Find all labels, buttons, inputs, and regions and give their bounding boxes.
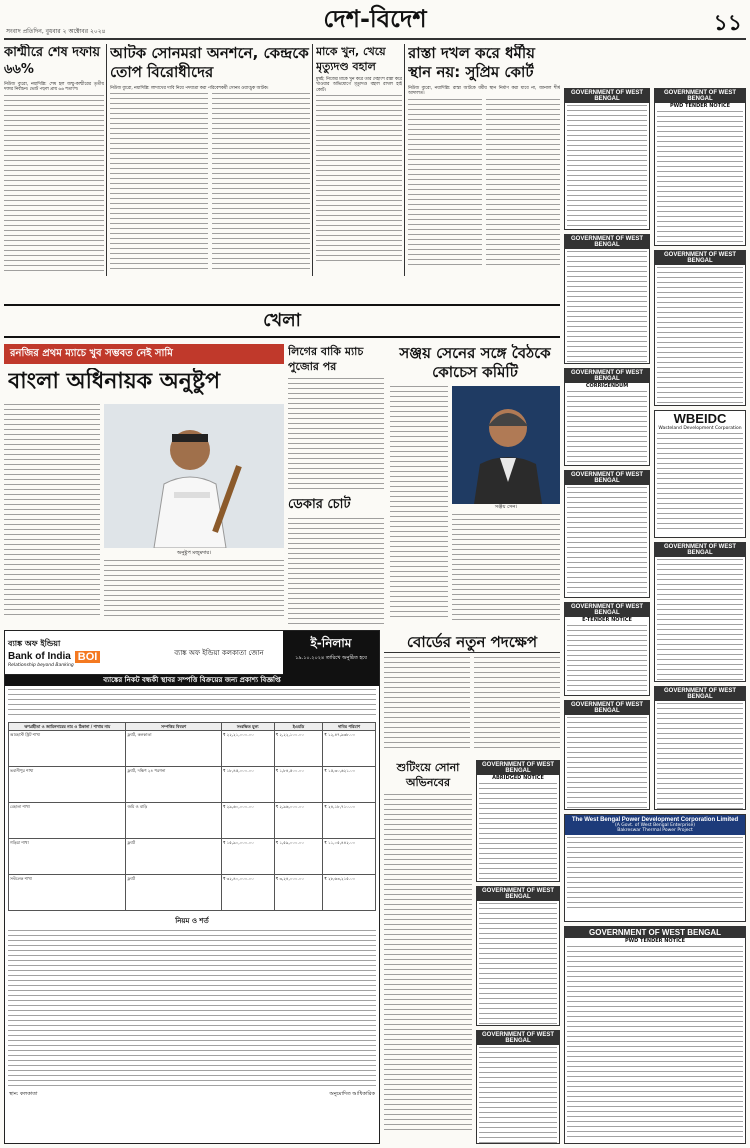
ad-text — [567, 105, 647, 229]
tender-ad-wbeidc — [654, 410, 746, 538]
boi-col-header: সম্পত্তির বিবরণ — [126, 723, 221, 731]
cell: ফ্ল্যাট, কলকাতা — [126, 731, 221, 767]
ad-gov-header: GOVERNMENT OF WEST BENGAL — [477, 887, 559, 901]
anustup-caption: অনুষ্টুপ মজুমদার। — [177, 550, 211, 556]
ad-gov-header: GOVERNMENT OF WEST BENGAL — [565, 471, 649, 485]
ad-gov-header: GOVERNMENT OF WEST BENGAL — [655, 89, 745, 103]
boi-terms-text — [8, 930, 376, 1088]
ad-gov-header: GOVERNMENT OF WEST BENGAL — [565, 369, 649, 383]
story-kashmir-lead: নিউজ ব্যুরো, নয়াদিল্লি: শেষ হল জম্মু-কাশ্মীরের তৃতীয় দফার নির্বাচন। ভোট পড়ল প্রায় ৬৬ শতাংশ। — [4, 82, 104, 93]
ad-etender: E-TENDER NOTICE — [582, 617, 632, 623]
boi-notice — [4, 630, 380, 1144]
cell: গড়িয়া শাখা — [9, 839, 126, 875]
ad-text — [567, 946, 743, 1140]
ad-notice-label: ABRIDGED NOTICE — [492, 775, 544, 781]
cell: ₹ ২২,২১,০০০.০০ — [221, 731, 274, 767]
decker-text — [288, 518, 384, 628]
story-mother — [316, 44, 402, 276]
bengal-story-cols — [4, 404, 284, 624]
cell: ₹ ১২,৪৭,৯৩৮.০০ — [323, 731, 376, 767]
col-rule — [312, 44, 313, 276]
ad-text — [657, 267, 743, 405]
ad-text — [567, 837, 743, 911]
cell: ₹ ৩,২৪,০০০.০০ — [274, 875, 323, 911]
boi-col-header: ইএমডি — [274, 723, 323, 731]
anustup-photo — [104, 404, 284, 548]
cell: ₹ ২৯,৬০,০০০.০০ — [221, 803, 274, 839]
cell: আমহার্স্ট স্ট্রিট শাখা — [9, 731, 126, 767]
board-text — [474, 657, 560, 751]
boi-col-header: ঋণগ্রহীতা ও জামিনদারের নাম ও ঠিকানা / শাখার নাম — [9, 723, 126, 731]
cell: ₹ ১৮,৪৫,০০০.০০ — [221, 767, 274, 803]
story-supreme-text — [486, 99, 560, 269]
league-text — [288, 378, 384, 490]
ad-text — [657, 433, 743, 529]
decker-headline: ডেকার চোট — [288, 497, 351, 512]
story-sonam-text — [110, 93, 208, 273]
story-gold — [384, 760, 472, 1144]
story-kashmir-text — [4, 95, 104, 274]
boi-notice-title: ব্যাঙ্কের নিকট বন্ধকী স্থাবর সম্পত্তি বিক্রয়ের জন্য প্রকাশ্য বিজ্ঞপ্তি — [5, 675, 379, 686]
tender-ad-b3 — [654, 542, 746, 682]
cell: ₹ ১৫,৩০,৬২১.০০ — [323, 767, 376, 803]
tender-ad-b1 — [654, 88, 746, 246]
page-number: ১১ — [713, 11, 742, 36]
masthead — [0, 0, 750, 38]
story-mother-headline: মাকে খুন, খেয়ে মৃত্যুদণ্ড বহাল — [316, 45, 386, 73]
board-text — [384, 657, 470, 751]
col-rule — [106, 44, 107, 276]
wbpdcl-sub: (A Govt. of West Bengal Enterprise) — [615, 823, 695, 828]
col-rule — [404, 44, 405, 276]
cell: ₹ ২৮,৬৩,২১৫.০০ — [323, 875, 376, 911]
ad-gov-header: GOVERNMENT OF WEST BENGAL — [565, 235, 649, 249]
table-row — [9, 839, 376, 875]
sanjoy-headline: সঞ্জয় সেনের সঙ্গে বৈঠকে কোচেস কমিটি — [399, 344, 551, 381]
league-headline: লিগের বাকি ম্যাচ পুজোর পর — [288, 345, 364, 373]
table-row — [9, 875, 376, 911]
gold-text — [384, 794, 472, 1134]
tender-ad-a4 — [564, 470, 650, 598]
page-title: দেশ-বিদেশ — [323, 5, 427, 33]
wbpdcl-ad — [564, 814, 746, 922]
bengal-story-text — [104, 560, 284, 618]
ad-text — [657, 111, 743, 245]
cell: ₹ ২,৯৬,০০০.০০ — [274, 803, 323, 839]
boi-office: ব্যাঙ্ক অফ ইন্ডিয়া কলকাতা জোন — [174, 648, 264, 657]
sanjoy-photo — [452, 386, 560, 504]
tender-ad-bottom — [564, 926, 746, 1144]
ad-gov-header: GOVERNMENT OF WEST BENGAL — [655, 687, 745, 701]
cell: বেহালা শাখা — [9, 803, 126, 839]
wbpdcl-name: The West Bengal Power Development Corporation Limited — [571, 817, 739, 823]
cell: ভবানীপুর শাখা — [9, 767, 126, 803]
bengal-captain-headline: বাংলা অধিনায়ক অনুষ্টুপ — [8, 369, 221, 394]
boi-terms-title: নিয়ম ও শর্ত — [175, 917, 209, 925]
cell: ₹ ১১,০৫,৪৪২.০০ — [323, 839, 376, 875]
cell: ₹ ১,৫৯,০০০.০০ — [274, 839, 323, 875]
wbpdcl-project: Bakreswar Thermal Power Project — [617, 828, 693, 833]
story-league — [288, 344, 384, 628]
story-board — [384, 632, 560, 756]
story-kashmir-headline: কাশ্মীরে শেষ দফায় ৬৬% — [4, 45, 101, 77]
cell: ₹ ১,৮৪,৫০০.০০ — [274, 767, 323, 803]
tender-ad-mid-2 — [476, 886, 560, 1026]
story-supreme-text — [408, 99, 482, 269]
ad-text — [479, 903, 557, 1025]
cricketer-photo-illustration — [104, 404, 284, 548]
cell: জমি ও বাড়ি — [126, 803, 221, 839]
gold-headline: শুটিংয়ে সোনা অভিনবের — [396, 761, 460, 789]
bengal-story-text — [4, 404, 100, 616]
story-supreme-headline: রাস্তা দখল করে ধর্মীয় স্থান নয়: সুপ্রিম কোর্ট — [408, 44, 535, 81]
boi-name-bn: ব্যাঙ্ক অফ ইন্ডিয়া — [8, 638, 61, 648]
ad-gov-header: GOVERNMENT OF WEST BENGAL — [655, 251, 745, 265]
table-row — [9, 803, 376, 839]
tender-ad-a2 — [564, 234, 650, 364]
tender-ad-mid-1 — [476, 760, 560, 882]
section-khela — [4, 304, 560, 338]
ranji-kicker — [4, 344, 284, 364]
ad-text — [479, 1047, 557, 1143]
story-supreme-lead: নিউজ ব্যুরো, নয়াদিল্লি: রাস্তা আটকে ধর্মীয় স্থান নির্মাণ করা যাবে না, জানাল শীর্ষ আদালত। — [408, 86, 560, 97]
ad-text — [567, 717, 647, 809]
cell: ফ্ল্যাট, দক্ষিণ ২৪ পরগনা — [126, 767, 221, 803]
story-supreme-court — [408, 44, 560, 276]
story-sanjoy — [390, 344, 560, 628]
ad-gov-header: GOVERNMENT OF WEST BENGAL — [655, 543, 745, 557]
ad-text — [567, 487, 647, 597]
coach-photo-illustration — [452, 386, 560, 504]
ad-text — [479, 783, 557, 879]
ad-pwd-title: PWD TENDER NOTICE — [624, 938, 686, 944]
boi-auction-date: ১৯.১০.২০২৪ তারিখে অনুষ্ঠিত হবে — [295, 654, 367, 661]
story-sonam-text — [212, 93, 310, 273]
ad-text — [657, 703, 743, 809]
date-line: সংবাদ প্রতিদিন, বুধবার ২ অক্টোবর ২০২৪ — [6, 28, 106, 35]
table-row — [9, 767, 376, 803]
boi-tagline: Relationship beyond Banking — [8, 662, 74, 668]
boi-name-en: Bank of India — [8, 651, 71, 662]
tender-ad-mid-3 — [476, 1030, 560, 1144]
wbeidc-sub: Wasteland Development Corporation — [658, 426, 742, 431]
cell: ₹ ১৫,৯০,০০০.০০ — [221, 839, 274, 875]
story-mother-text — [316, 95, 402, 265]
ad-gov-header: GOVERNMENT OF WEST BENGAL — [477, 761, 559, 775]
cell: ফ্ল্যাট — [126, 839, 221, 875]
story-sonam-lead: নিউজ ব্যুরো, নয়াদিল্লি: লাদাখের দাবি নিয়ে পদযাত্রা করা পরিবেশকর্মী সোনম ওয়াংচুক আটক। — [110, 86, 269, 91]
cell: ফ্ল্যাট — [126, 875, 221, 911]
cell: ₹ ২,২২,১০০.০০ — [274, 731, 323, 767]
ranji-kicker-text: রনজির প্রথম ম্যাচে খুব সম্ভবত নেই সামি — [10, 348, 173, 359]
sanjoy-text — [452, 514, 560, 620]
section-khela-title: খেলা — [263, 310, 301, 331]
ad-corrigendum: CORRIGENDUM — [585, 383, 629, 389]
boi-property-table — [8, 722, 376, 911]
tender-ad-a6 — [564, 700, 650, 810]
ad-text — [567, 251, 647, 363]
boi-col-header: দাবির পরিমাণ — [323, 723, 376, 731]
ad-pwd-title: PWD TENDER NOTICE — [669, 103, 731, 109]
boi-signatory: অনুমোদিত আধিকারিক — [329, 1091, 375, 1097]
cell: ₹ ৩২,৪০,০০০.০০ — [221, 875, 274, 911]
ad-text — [567, 391, 647, 463]
story-sonam — [110, 44, 310, 276]
boi-logo: BOI — [75, 651, 101, 663]
ad-gov-header: GOVERNMENT OF WEST BENGAL — [477, 1031, 559, 1045]
ad-text — [567, 625, 647, 695]
ad-text — [657, 559, 743, 681]
boi-notice-intro — [8, 689, 376, 719]
cell: ₹ ২৪,১৮,৭১০.০০ — [323, 803, 376, 839]
story-kashmir — [4, 44, 104, 274]
ad-gov-header: GOVERNMENT OF WEST BENGAL — [565, 603, 649, 617]
wbeidc-logo: WBEIDC — [673, 411, 727, 426]
cell: সল্টলেক শাখা — [9, 875, 126, 911]
ad-gov-header: GOVERNMENT OF WEST BENGAL — [565, 701, 649, 715]
table-row — [9, 731, 376, 767]
tender-ad-b2 — [654, 250, 746, 406]
tender-ad-a5 — [564, 602, 650, 696]
boi-col-header: সংরক্ষিত মূল্য — [221, 723, 274, 731]
tender-ad-b4 — [654, 686, 746, 810]
ad-gov-header: GOVERNMENT OF WEST BENGAL — [565, 89, 649, 103]
story-sonam-headline: আটক সোনমরা অনশনে, কেন্দ্রকে তোপ বিরোধীদের — [110, 44, 309, 81]
sanjoy-text — [390, 386, 448, 620]
tender-ad-a3 — [564, 368, 650, 466]
boi-place: স্থান: কলকাতা — [9, 1091, 38, 1097]
sanjoy-caption: সঞ্জয় সেন। — [494, 504, 518, 510]
story-mother-lead: মুম্বই: নিজের মাকে খুন করে তার দেহাংশ রান্না করে খাওয়ার অভিযোগে মৃত্যুদণ্ড বহাল রাখল হাই কোর্ট। — [316, 77, 402, 93]
boi-auction-label: ই-নিলাম — [310, 635, 352, 650]
ad-gov-header: GOVERNMENT OF WEST BENGAL — [565, 927, 745, 938]
tender-ad-a1 — [564, 88, 650, 230]
board-headline: বোর্ডের নতুন পদক্ষেপ — [384, 632, 560, 653]
masthead-rule — [4, 38, 746, 40]
